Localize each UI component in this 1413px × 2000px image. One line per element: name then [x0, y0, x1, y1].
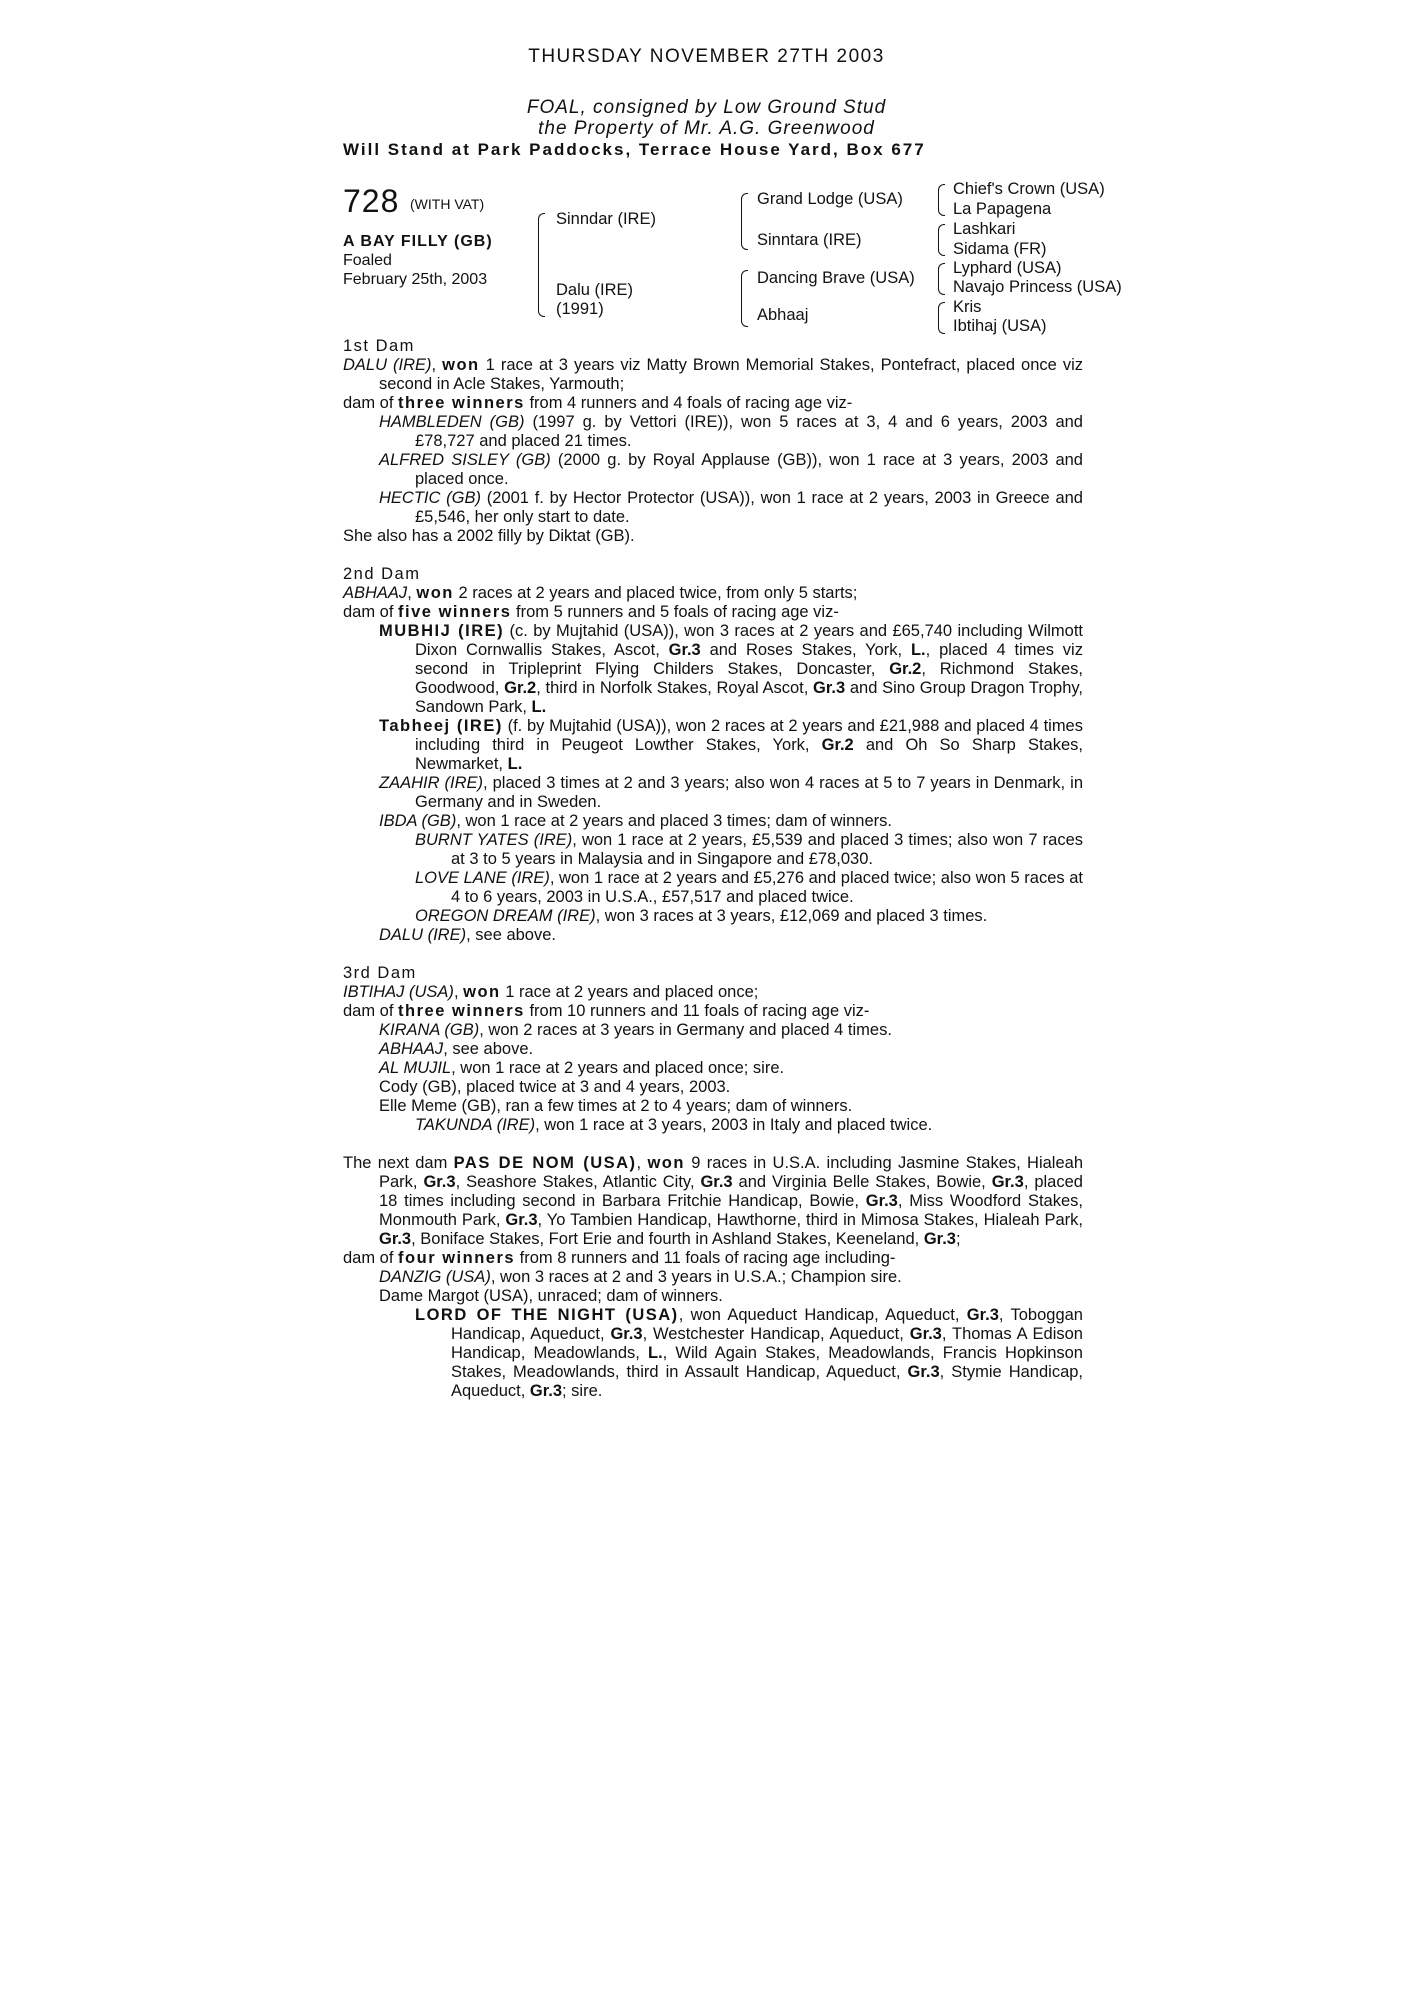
third-dam-heading: 3rd Dam: [343, 964, 417, 982]
second-dam-record: ABHAAJ, won 2 races at 2 years and placed twice, from only 5 starts;: [343, 584, 858, 602]
grandproduce-entry: OREGON DREAM (IRE), won 3 races at 3 years, £12,069 and placed 3 times.: [415, 907, 988, 925]
lot-number: 728: [343, 183, 400, 219]
produce-entry: ABHAAJ, see above.: [379, 1040, 534, 1058]
pedigree-sds: Lashkari: [953, 220, 1016, 238]
pedigree-sd: Sinntara (IRE): [757, 231, 862, 249]
property-line: the Property of Mr. A.G. Greenwood: [538, 118, 875, 139]
pedigree-brace-2: [741, 193, 748, 250]
next-dam-produce-summary: dam of four winners from 8 runners and 11 foals of racing age including-: [343, 1249, 896, 1267]
consignor-line: FOAL, consigned by Low Ground Stud: [526, 97, 887, 118]
pedigree-brace-7: [938, 302, 945, 334]
also-note: She also has a 2002 filly by Diktat (GB).: [343, 527, 635, 545]
first-dam-heading: 1st Dam: [343, 337, 415, 355]
pedigree-sss: Chief's Crown (USA): [953, 180, 1105, 198]
sale-date: THURSDAY NOVEMBER 27TH 2003: [528, 46, 885, 67]
produce-entry: ZAAHIR (IRE), placed 3 times at 2 and 3 years; also won 4 races at 5 to 7 years in Denmark, in Germany and in Sweden.: [379, 774, 1083, 811]
produce-entry: Cody (GB), placed twice at 3 and 4 years, 2003.: [379, 1078, 731, 1096]
pedigree-ds: Dancing Brave (USA): [757, 269, 915, 287]
pedigree-ssd: La Papagena: [953, 200, 1052, 218]
pedigree-sdd: Sidama (FR): [953, 240, 1047, 258]
foaled-date: February 25th, 2003: [343, 271, 488, 288]
pedigree-brace-1: [538, 213, 545, 317]
dam-name: DALU (IRE): [343, 356, 432, 374]
pedigree-dam-year: (1991): [556, 300, 604, 318]
first-dam-produce-summary: dam of three winners from 4 runners and 4 foals of racing age viz-: [343, 394, 853, 412]
third-dam-produce-summary: dam of three winners from 10 runners and 11 foals of racing age viz-: [343, 1002, 870, 1020]
pedigree-brace-4: [938, 184, 945, 216]
pedigree-brace-6: [938, 263, 945, 295]
next-dam-record: The next dam PAS DE NOM (USA), won 9 races in U.S.A. including Jasmine Stakes, Hialeah Park, Gr.3, Seashore Stakes, Atlantic City, Gr.3 and Virginia Belle Stakes, Bowie, Gr.3, placed 18 times including second in Barbara Fritchie Handicap, Bowie, Gr.3, Miss Woodford Stakes, Monmouth Park, Gr.3, Yo Tambien Handicap, Hawthorne, third in Mimosa Stakes, Hialeah Park, Gr.3, Boniface Stakes, Fort Erie and fourth in Ashland Stakes, Keeneland, Gr.3;: [343, 1154, 1084, 1248]
third-dam-record: IBTIHAJ (USA), won 1 race at 2 years and placed once;: [343, 983, 759, 1001]
first-dam-record: DALU (IRE), won 1 race at 3 years viz Matty Brown Memorial Stakes, Pontefract, placed once viz second in Acle Stakes, Yarmouth;: [343, 356, 1083, 393]
pedigree-ddd: Ibtihaj (USA): [953, 317, 1047, 335]
pedigree-sire: Sinndar (IRE): [556, 210, 656, 228]
lot-description: A BAY FILLY (GB): [343, 233, 493, 250]
pedigree-dsd: Navajo Princess (USA): [953, 278, 1122, 296]
grandproduce-entry: BURNT YATES (IRE), won 1 race at 2 years, £5,539 and placed 3 times; also won 7 races at 3 to 5 years in Malaysia and in Singapore and £78,030.: [415, 831, 1083, 868]
produce-entry: AL MUJIL, won 1 race at 2 years and placed once; sire.: [379, 1059, 785, 1077]
produce-entry: HECTIC (GB) (2001 f. by Hector Protector (USA)), won 1 race at 2 years, 2003 in Greece and £5,546, her only start to date.: [379, 489, 1083, 526]
produce-entry: Elle Meme (GB), ran a few times at 2 to 4 years; dam of winners.: [379, 1097, 853, 1115]
stand-location: Will Stand at Park Paddocks, Terrace House Yard, Box 677: [343, 140, 926, 159]
pedigree-dss: Lyphard (USA): [953, 259, 1062, 277]
produce-entry: DANZIG (USA), won 3 races at 2 and 3 years in U.S.A.; Champion sire.: [379, 1268, 902, 1286]
produce-entry: Dame Margot (USA), unraced; dam of winners.: [379, 1287, 723, 1305]
pedigree-dam: Dalu (IRE): [556, 281, 634, 299]
grandproduce-entry: TAKUNDA (IRE), won 1 race at 3 years, 2003 in Italy and placed twice.: [415, 1116, 933, 1134]
produce-record: [343, 337, 1083, 1401]
pedigree-brace-3: [741, 270, 748, 327]
pedigree-brace-5: [938, 224, 945, 256]
vat-note: (WITH VAT): [410, 196, 485, 212]
grandproduce-entry: LORD OF THE NIGHT (USA), won Aqueduct Handicap, Aqueduct, Gr.3, Toboggan Handicap, Aqueduct, Gr.3, Westchester Handicap, Aqueduct, Gr.3, Thomas A Edison Handicap, Meadowlands, L., Wild Again Stakes, Meadowlands, Francis Hopkinson Stakes, Meadowlands, third in Assault Handicap, Aqueduct, Gr.3, Stymie Handicap, Aqueduct, Gr.3; sire.: [415, 1306, 1084, 1400]
produce-entry: DALU (IRE), see above.: [379, 926, 556, 944]
second-dam-produce-summary: dam of five winners from 5 runners and 5 foals of racing age viz-: [343, 603, 839, 621]
foaled-label: Foaled: [343, 252, 392, 269]
produce-entry: IBDA (GB), won 1 race at 2 years and placed 3 times; dam of winners.: [379, 812, 892, 830]
pedigree-ss: Grand Lodge (USA): [757, 190, 903, 208]
produce-entry: HAMBLEDEN (GB) (1997 g. by Vettori (IRE)), won 5 races at 3, 4 and 6 years, 2003 and £78,727 and placed 21 times.: [379, 413, 1083, 450]
produce-entry: Tabheej (IRE) (f. by Mujtahid (USA)), won 2 races at 2 years and £21,988 and placed 4 times including third in Peugeot Lowther Stakes, York, Gr.2 and Oh So Sharp Stakes, Newmarket, L.: [379, 717, 1083, 773]
pedigree-dds: Kris: [953, 298, 982, 316]
produce-entry: ALFRED SISLEY (GB) (2000 g. by Royal Applause (GB)), won 1 race at 3 years, 2003 and placed once.: [379, 451, 1083, 488]
second-dam-heading: 2nd Dam: [343, 565, 421, 583]
produce-entry: KIRANA (GB), won 2 races at 3 years in Germany and placed 4 times.: [379, 1021, 892, 1039]
pedigree-dd: Abhaaj: [757, 306, 809, 324]
grandproduce-entry: LOVE LANE (IRE), won 1 race at 2 years and £5,276 and placed twice; also won 5 races at 4 to 6 years, 2003 in U.S.A., £57,517 and placed twice.: [415, 869, 1083, 906]
produce-entry: MUBHIJ (IRE) (c. by Mujtahid (USA)), won 3 races at 2 years and £65,740 including Wilmott Dixon Cornwallis Stakes, Ascot, Gr.3 and Roses Stakes, York, L., placed 4 times viz second in Tripleprint Flying Childers Stakes, Doncaster, Gr.2, Richmond Stakes, Goodwood, Gr.2, third in Norfolk Stakes, Royal Ascot, Gr.3 and Sino Group Dragon Trophy, Sandown Park, L.: [379, 622, 1084, 716]
